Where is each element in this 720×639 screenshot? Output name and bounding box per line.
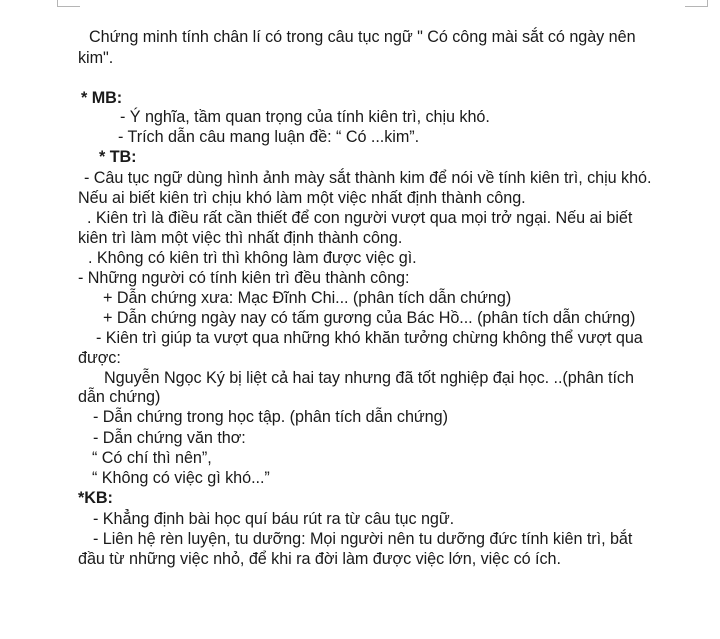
intro-line-1: Chứng minh tính chân lí có trong câu tục ngữ " Có công mài sắt có ngày nên	[89, 28, 636, 46]
tb-line-4: kiên trì làm một việc thì nhất định thành công.	[78, 229, 403, 247]
mb-item-2: - Trích dẫn câu mang luận đề: “ Có ...kim”.	[118, 128, 420, 146]
heading-mb: * MB:	[81, 89, 123, 107]
intro-line-2: kim".	[78, 49, 114, 67]
tb-line-8: + Dẫn chứng ngày nay có tấm gương của Bác Hồ... (phân tích dẫn chứng)	[103, 309, 636, 327]
mb-item-1: - Ý nghĩa, tầm quan trọng của tính kiên trì, chịu khó.	[120, 108, 490, 126]
tb-line-5: . Không có kiên trì thì không làm được việc gì.	[88, 249, 417, 267]
tb-line-2: Nếu ai biết kiên trì chịu khó làm một việc nhất định thành công.	[78, 189, 526, 207]
tb-quote-2: “ Không có việc gì khó...”	[92, 469, 270, 487]
tb-line-1: - Câu tục ngữ dùng hình ảnh mày sắt thành kim để nói về tính kiên trì, chịu khó.	[84, 169, 652, 187]
tb-line-14: - Dẫn chứng văn thơ:	[93, 429, 246, 447]
tb-line-10: được:	[78, 349, 121, 367]
tb-line-12: dẫn chứng)	[78, 388, 161, 406]
tb-line-7: + Dẫn chứng xưa: Mạc Đĩnh Chi... (phân tích dẫn chứng)	[103, 289, 512, 307]
tb-quote-1: “ Có chí thì nên”,	[92, 449, 212, 467]
kb-line-1: - Khẳng định bài học quí báu rút ra từ câu tục ngữ.	[93, 510, 455, 528]
kb-line-2: - Liên hệ rèn luyện, tu dưỡng: Mọi người nên tu dưỡng đức tính kiên trì, bắt	[93, 530, 633, 548]
tb-line-3: . Kiên trì là điều rất cần thiết để con người vượt qua mọi trở ngại. Nếu ai biết	[87, 209, 633, 227]
kb-line-3: đầu từ những việc nhỏ, để khi ra đời làm được việc lớn, việc có ích.	[78, 550, 561, 568]
heading-kb: *KB:	[78, 489, 113, 507]
tb-line-6: - Những người có tính kiên trì đều thành công:	[78, 269, 410, 287]
heading-tb: * TB:	[99, 148, 137, 166]
tb-line-13: - Dẫn chứng trong học tập. (phân tích dẫn chứng)	[93, 408, 448, 426]
tb-line-11: Nguyễn Ngọc Ký bị liệt cả hai tay nhưng đã tốt nghiệp đại học. ..(phân tích	[104, 369, 634, 387]
tb-line-9: - Kiên trì giúp ta vượt qua những khó khăn tưởng chừng không thể vượt qua	[96, 329, 643, 347]
